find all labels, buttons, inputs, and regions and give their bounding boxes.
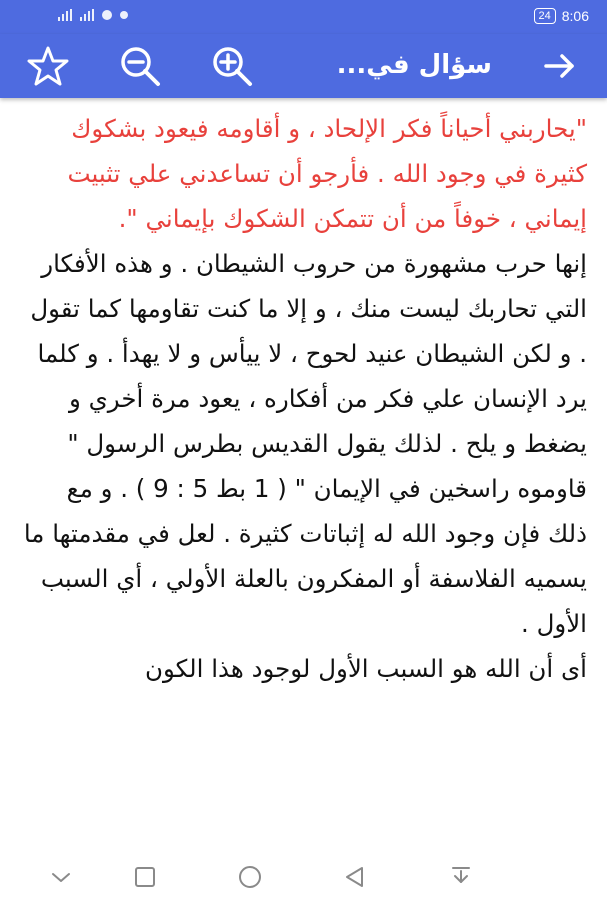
notification-icon — [120, 11, 128, 19]
answer-last-line: أى أن الله هو السبب الأول لوجود هذا الكون — [144, 654, 587, 683]
zoom-in-icon[interactable] — [210, 44, 254, 88]
question-text: "يحاربني أحياناً فكر الإلحاد ، و أقاومه فيعود بشكوك كثيرة في وجود الله . فأرجو أن تساعدني علي تثبيت إيماني ، خوفاً من أن تتمكن الشكوك بإيماني ". — [67, 114, 587, 233]
star-icon[interactable] — [26, 44, 70, 88]
toolbar-title: سؤال في... — [336, 50, 492, 80]
answer-text: إنها حرب مشهورة من حروب الشيطان . و هذه الأفكار التي تحاربك ليست منك ، و إلا ما كنت تقاومها كما تقول . و لكن الشيطان عنيد لحوح ، لا ييأس و لا يهدأ . و كلما يرد الإنسان علي فكر من أفكاره ، يعود مرة أخري و يضغط و يلح . لذلك يقول القديس بطرس الرسول " قاوموه راسخين في الإيمان " ( 1 بط 5 : 9 ) . و مع ذلك فإن وجود الله له إثباتات كثيرة . لعل في مقدمتها ما يسميه الفلاسفة أو المفكرون بالعلة الأولي ، أي السبب الأول . — [23, 249, 587, 638]
signal-icon — [58, 9, 72, 21]
arrow-right-icon[interactable] — [538, 44, 582, 88]
chevron-down-icon[interactable] — [46, 862, 76, 892]
battery-icon: 24 — [534, 8, 556, 24]
back-triangle-icon[interactable] — [340, 862, 370, 892]
app-toolbar — [0, 34, 607, 98]
system-nav-bar — [0, 852, 607, 900]
zoom-out-icon[interactable] — [118, 44, 162, 88]
status-bar — [0, 0, 607, 34]
signal-icon-2 — [80, 9, 94, 21]
square-icon[interactable] — [130, 862, 160, 892]
clock: 8:06 — [561, 8, 589, 24]
circle-icon[interactable] — [235, 862, 265, 892]
download-tray-icon[interactable] — [446, 862, 476, 892]
status-indicators — [58, 9, 128, 21]
article-body — [22, 106, 587, 691]
whatsapp-icon — [102, 10, 112, 20]
